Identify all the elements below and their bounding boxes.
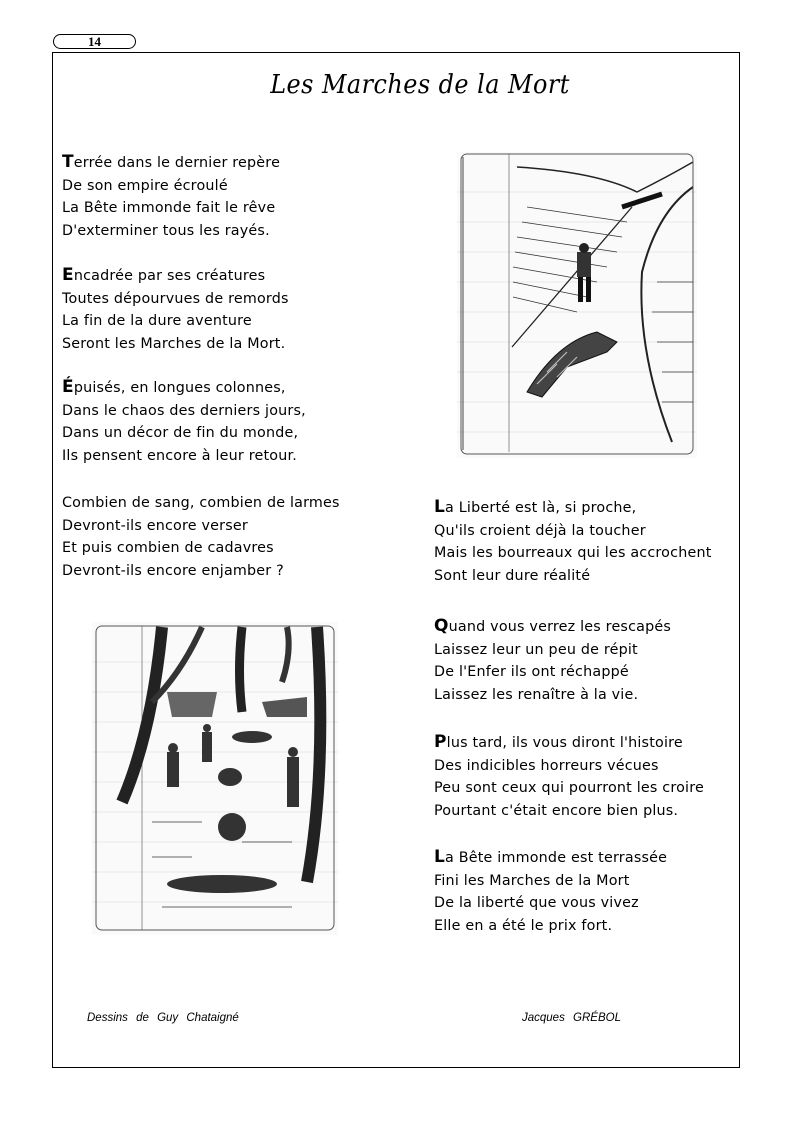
poem-line: Peu sont ceux qui pourront les croire xyxy=(434,780,704,797)
poem-line: Ils pensent encore à leur retour. xyxy=(62,447,297,464)
poem-line: Plus tard, ils vous diront l'histoire xyxy=(434,732,683,752)
poem-line: Des indicibles horreurs vécues xyxy=(434,757,659,774)
poem-line: La Liberté est là, si proche, xyxy=(434,497,637,517)
poem-line: D'exterminer tous les rayés. xyxy=(62,222,270,239)
poem-line: Devront-ils encore verser xyxy=(62,517,248,534)
sketch-march xyxy=(457,152,697,458)
poem-line: Combien de sang, combien de larmes xyxy=(62,495,340,511)
sketch-forest xyxy=(92,622,338,935)
poem-line: Sont leur dure réalité xyxy=(434,567,591,584)
poem-line: Elle en a été le prix fort. xyxy=(434,917,613,934)
drop-initial: É xyxy=(62,377,74,397)
drop-initial: P xyxy=(434,732,447,752)
stanza-7 xyxy=(434,731,704,822)
stanza-8 xyxy=(434,846,667,937)
poem-line: Seront les Marches de la Mort. xyxy=(62,335,286,352)
drop-initial: L xyxy=(434,497,446,517)
poem-line: Terrée dans le dernier repère xyxy=(62,152,281,172)
stanza-2 xyxy=(62,264,289,355)
poem-line: Dans le chaos des derniers jours, xyxy=(62,402,306,419)
poem-line: Quand vous verrez les rescapés xyxy=(434,616,672,636)
poem-line: Qu'ils croient déjà la toucher xyxy=(434,522,646,539)
illustration-march xyxy=(457,152,697,458)
poem-line: La Bête immonde est terrassée xyxy=(434,847,668,867)
poem-line: Toutes dépourvues de remords xyxy=(62,290,289,307)
poem-line: De son empire écroulé xyxy=(62,177,228,194)
drop-initial: Q xyxy=(434,616,449,636)
poem-line: Fini les Marches de la Mort xyxy=(434,872,630,889)
poem-line: Épuisés, en longues colonnes, xyxy=(62,377,286,397)
poem-line: De la liberté que vous vivez xyxy=(434,895,639,912)
poem-line: Laissez les renaître à la vie. xyxy=(434,686,639,703)
poem-line: La Bête immonde fait le rêve xyxy=(62,200,276,217)
poem-line: Mais les bourreaux qui les accrochent xyxy=(434,545,712,562)
poem-line: Et puis combien de cadavres xyxy=(62,540,274,557)
drawings-credit: Dessins de Guy Chataigné xyxy=(87,1012,239,1024)
drop-initial: L xyxy=(434,847,446,867)
author-credit: Jacques GRÉBOL xyxy=(522,1012,621,1024)
page-number: 14 xyxy=(53,34,136,49)
drop-initial: T xyxy=(62,152,74,172)
poem-line: La fin de la dure aventure xyxy=(62,313,252,330)
poem-line: De l'Enfer ils ont réchappé xyxy=(434,664,629,681)
stanza-1 xyxy=(62,151,280,242)
stanza-3 xyxy=(62,376,306,467)
stanza-5 xyxy=(434,496,712,587)
poem-line: Encadrée par ses créatures xyxy=(62,265,266,285)
poem-line: Pourtant c'était encore bien plus. xyxy=(434,802,679,819)
stanza-4 xyxy=(62,492,340,582)
stanza-6 xyxy=(434,615,671,706)
drop-initial: E xyxy=(62,265,74,285)
poem-line: Laissez leur un peu de répit xyxy=(434,641,638,658)
illustration-forest xyxy=(92,622,338,935)
page-title: Les Marches de la Mort xyxy=(270,70,570,100)
poem-line: Devront-ils encore enjamber ? xyxy=(62,562,284,579)
poem-line: Dans un décor de fin du monde, xyxy=(62,425,299,442)
